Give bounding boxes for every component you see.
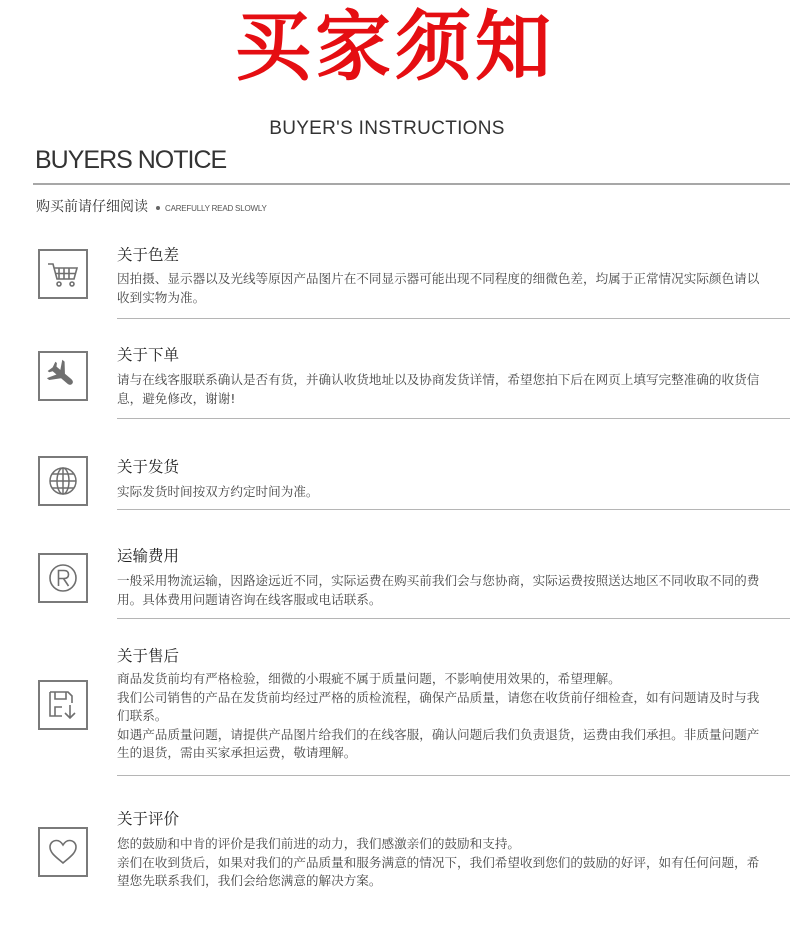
section-body (117, 483, 765, 502)
section-paragraph: 一般采用物流运输，因路途远近不同，实际运费在购买前我们会与您协商，实际运费按照送达地区不同收取不同的费用。具体费用问题请咨询在线客服或电话联系。 (117, 573, 760, 607)
section-title: 关于下单 (117, 346, 180, 364)
section-divider (117, 509, 790, 510)
bullet-dot (156, 206, 160, 210)
section-title: 关于发货 (117, 458, 180, 476)
section-divider (117, 618, 790, 619)
section-paragraph: 实际发货时间按双方约定时间为准。 (117, 484, 319, 499)
section-paragraph: 商品发货前均有严格检验，细微的小瑕疵不属于质量问题，不影响使用效果的，希望理解。 (117, 671, 621, 686)
section-paragraph: 您的鼓励和中肯的评价是我们前进的动力，我们感激亲们的鼓励和支持。 (117, 836, 520, 851)
section-body (117, 270, 765, 307)
page-subtitle: BUYER'S INSTRUCTIONS (269, 118, 505, 139)
section-divider (117, 318, 790, 319)
shopping-cart-icon (38, 249, 88, 299)
read-carefully-cn: 购买前请仔细阅读 (36, 199, 148, 215)
read-carefully-en: CAREFULLY READ SLOWLY (165, 203, 267, 213)
section-divider (117, 418, 790, 419)
section-body (117, 371, 765, 408)
section-title: 关于评价 (117, 810, 180, 828)
globe-icon (38, 456, 88, 506)
section-paragraph: 因拍摄、显示器以及光线等原因产品图片在不同显示器可能出现不同程度的细微色差，均属于正常情况实际颜色请以收到实物为准。 (117, 271, 760, 305)
section-body (117, 670, 765, 763)
section-body (117, 572, 765, 609)
section-paragraph: 请与在线客服联系确认是否有货，并确认收货地址以及协商发货详情，希望您拍下后在网页上填写完整准确的收货信息，避免修改，谢谢! (117, 372, 760, 406)
airplane-icon (38, 351, 88, 401)
section-paragraph: 我们公司销售的产品在发货前均经过严格的质检流程，确保产品质量，请您在收货前仔细检查，如有问题请及时与我们联系。 (117, 689, 760, 723)
save-download-icon (38, 680, 88, 730)
registered-icon (38, 553, 88, 603)
section-title: 关于色差 (117, 246, 180, 264)
heading-divider (33, 183, 790, 185)
section-title: 关于售后 (117, 647, 180, 665)
read-carefully-line (36, 196, 267, 216)
heart-icon (38, 827, 88, 877)
section-body (117, 835, 765, 891)
section-paragraph: 如遇产品质量问题，请提供产品图片给我们的在线客服，确认问题后我们负责退货，运费由我们承担。非质量问题产生的退货，需由买家承担运费，敬请理解。 (117, 726, 760, 760)
section-title: 运输费用 (117, 547, 180, 565)
notice-heading: BUYERS NOTICE (35, 146, 227, 174)
page-title: 买家须知 (235, 2, 555, 91)
section-divider (117, 775, 790, 776)
section-paragraph: 亲们在收到货后，如果对我们的产品质量和服务满意的情况下，我们希望收到您们的鼓励的好评，如有任何问题，希望您先联系我们，我们会给您满意的解决方案。 (117, 854, 760, 888)
